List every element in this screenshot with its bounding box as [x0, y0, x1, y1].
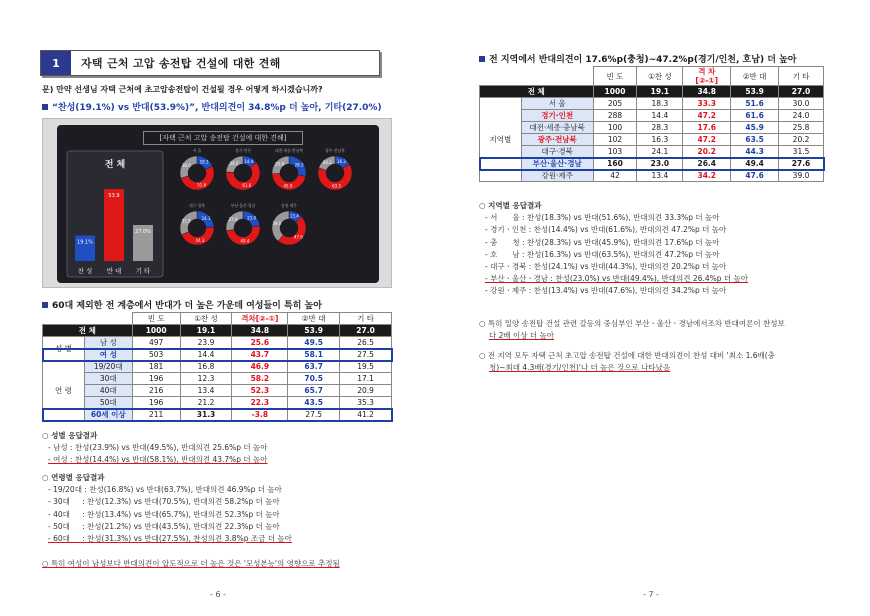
overall-note: ○ 전 지역 모두 자택 근처 초고압 송전탑 건설에 대한 반대의견이 찬성 대비 '최소 1.6배(충 청)~최대 4.3배(경기/인천)'나 더 높은 것으로 나타났음 — [479, 351, 775, 373]
donut-value-label: 61.6 — [242, 182, 252, 188]
chart-title: [자택 근처 고압 송전탑 건설에 대한 견해] — [143, 131, 303, 145]
table-row: 지역별 서 울 205 18.3 33.3 51.6 30.0 — [480, 98, 824, 110]
headline-region — [479, 52, 796, 65]
donut-value-label: 63.5 — [332, 183, 342, 189]
region-group-label: 지역별 — [480, 98, 522, 182]
headline-overall-text: “찬성(19.1%) vs 반대(53.9%)”, 반대의견이 34.8%p 더 높아, 기타(27.0%) — [52, 103, 382, 113]
donut-value-label: 28.3 — [294, 162, 304, 168]
header-frequency: 빈 도 — [132, 313, 180, 325]
donut-value-label: 39.0 — [272, 221, 282, 227]
donut-value-label: 49.4 — [240, 238, 250, 244]
page-number: - 7 - — [643, 590, 659, 599]
donut-value-label: 47.6 — [293, 234, 303, 240]
donut-value-label: 51.6 — [197, 182, 207, 188]
donut-title: 대구·경북 — [189, 203, 205, 208]
donut-value-label: 13.4 — [289, 213, 299, 219]
table-header-row — [43, 313, 392, 325]
table-row: 50대 196 21.2 22.3 43.5 35.3 — [43, 397, 392, 409]
chart-panel — [57, 125, 379, 283]
donut-value-label: 31.5 — [181, 218, 191, 224]
bar-value-label: 19.1% — [77, 239, 93, 246]
donut-value-label: 30.0 — [182, 162, 191, 168]
page-number: - 6 - — [210, 590, 226, 599]
section-title: 자택 근처 고압 송전탑 건설에 대한 견해 — [71, 51, 379, 75]
bar-value-label: 53.9 — [108, 193, 120, 200]
header-other: 기 타 — [779, 67, 824, 86]
donut-value-label: 27.6 — [228, 217, 238, 223]
table-row: 대전·세종·충남북 100 28.3 17.6 45.9 25.8 — [480, 122, 824, 134]
chart-figure — [42, 118, 392, 288]
bar-value-label: 27.0% — [135, 229, 151, 235]
chart-svg — [57, 125, 379, 283]
donut-value-label: 45.9 — [283, 183, 293, 189]
donut-value-label: 16.3 — [336, 159, 346, 165]
table-row: 광주·전남북 102 16.3 47.2 63.5 20.2 — [480, 134, 824, 146]
header-other: 기 타 — [340, 313, 392, 325]
total-label: 전 체 — [104, 160, 126, 170]
donut-value-label: 20.2 — [322, 160, 332, 166]
gender-notes: ○ 성별 응답결과 - 남성 : 찬성(23.9%) vs 반대(49.5%), 반대의견 25.6%p 더 높아 - 여성 : 찬성(14.4%) vs 반대(58.1%), 반대의견 43.7%p 더 높아 — [42, 431, 268, 465]
table-row: 60세 이상 211 31.3 -3.8 27.5 41.2 — [43, 409, 392, 421]
table-row: 40대 216 13.4 52.3 65.7 20.9 — [43, 385, 392, 397]
donut-title: 부산·울산·경남 — [230, 203, 256, 208]
headline-demographic-text: 60대 제외한 전 계층에서 반대가 더 높은 가운데 여성들이 특히 높아 — [52, 301, 322, 311]
header-oppose: ②반 대 — [288, 313, 340, 325]
donut-value-label: 23.0 — [247, 215, 257, 221]
age-group-label: 연 령 — [43, 361, 85, 421]
header-oppose: ②반 대 — [731, 67, 779, 86]
headline-region-text: 전 지역에서 반대의견이 17.6%p(충청)~47.2%p(경기/인천, 호남) 더 높아 — [489, 55, 797, 65]
special-note: ○ 특히 밀양 송전탑 건설 관련 갈등의 중심부인 부산ㆍ울산ㆍ경남에서조차 반대여론이 찬성보 다 2배 이상 더 높아 — [479, 319, 785, 341]
table-row: 30대 196 12.3 58.2 70.5 17.1 — [43, 373, 392, 385]
header-frequency: 빈 도 — [593, 67, 637, 86]
table-row: 여 성 503 14.4 43.7 58.1 27.5 — [43, 349, 392, 361]
table-row: 경기·인천 288 14.4 47.2 61.6 24.0 — [480, 110, 824, 122]
header-support: ①찬 성 — [180, 313, 232, 325]
total-row: 전 체 1000 19.1 34.8 53.9 27.0 — [43, 325, 392, 337]
section-heading — [40, 50, 380, 76]
final-note: ○ 특히 여성이 남성보다 반대의견이 압도적으로 더 높은 것은 '모성본능'의 영향으로 추정됨 — [42, 559, 340, 568]
donut-title: 경기·인천 — [235, 148, 251, 153]
bar-1 — [104, 189, 124, 261]
square-bullet-icon — [42, 302, 48, 308]
headline-demographic — [42, 298, 322, 311]
bar-category-label: 찬 성 — [77, 267, 93, 275]
right-page — [435, 0, 870, 616]
total-row: 전 체 1000 19.1 34.8 53.9 27.0 — [480, 86, 824, 98]
bar-category-label: 반 대 — [106, 267, 122, 275]
donut-title: 서 울 — [192, 148, 202, 153]
table-row: 부산·울산·경남 160 23.0 26.4 49.4 27.6 — [480, 158, 824, 170]
square-bullet-icon — [42, 104, 48, 110]
headline-overall — [42, 100, 382, 113]
donut-value-label: 25.8 — [275, 161, 285, 167]
square-bullet-icon — [479, 56, 485, 62]
demographic-table — [42, 312, 392, 421]
section-number: 1 — [41, 51, 71, 75]
table-header-row — [480, 67, 824, 86]
header-gap: 격차[②-①] — [232, 313, 288, 325]
header-support: ①찬 성 — [637, 67, 683, 86]
bar-category-label: 기 타 — [135, 267, 151, 275]
region-notes: ○ 지역별 응답결과 - 서 울 : 찬성(18.3%) vs 반대(51.6%), 반대의견 33.3%p 더 높아 - 경기ㆍ인천 : 찬성(14.4%) vs 반대(61.6%), 반대의견 47.2%p 더 높아 - 충 청 : 찬성(28.3%) vs 반대(45.9%), 반대의견 17.6%p 더 높아 - 호 남 : 찬성(16.3%) vs 반대(63.5%), 반대의견 47.2%p 더 높아 - 대구ㆍ경북 : 찬성(24.1%) vs 반대(44.3%), 반대의견 20.2%p 더 높아 - 부산ㆍ울산ㆍ경남 : 찬성(23.0%) vs 반대(49.4%), 반대의견 26.4%p 더 높아 - 강원ㆍ제주 : 찬성(13.4%) vs 반대(47.6%), 반대의견 34.2%p 더 높아 — [479, 201, 749, 296]
region-table — [479, 66, 824, 182]
table-row: 강원·제주 42 13.4 34.2 47.6 39.0 — [480, 170, 824, 182]
table-row: 성 별 남 성 497 23.9 25.6 49.5 26.5 — [43, 337, 392, 349]
donut-value-label: 24.0 — [229, 161, 239, 167]
donut-title: 대전·세종·충남북 — [274, 148, 304, 153]
donut-value-label: 18.3 — [199, 159, 209, 165]
gender-group-label: 성 별 — [43, 337, 85, 361]
age-notes: ○ 연령별 응답결과 - 19/20대 : 찬성(16.8%) vs 반대(63.7%), 반대의견 46.9%p 더 높아 - 30대 : 찬성(12.3%) vs 반대(70.5%), 반대의견 58.2%p 더 높아 - 40대 : 찬성(13.4%) vs 반대(65.7%), 반대의견 52.3%p 더 높아 - 50대 : 찬성(21.2%) vs 반대(43.5%), 반대의견 22.3%p 더 높아 - 60대 : 찬성(31.3%) vs 반대(27.5%), 찬성의견 3.8%p 조금 더 높아 — [42, 473, 292, 544]
donut-value-label: 24.1 — [201, 216, 211, 222]
table-row: 대구·경북 103 24.1 20.2 44.3 31.5 — [480, 146, 824, 158]
donut-title: 광주·전남북 — [325, 148, 345, 153]
donut-value-label: 44.3 — [195, 238, 205, 244]
donut-title: 강원·제주 — [281, 203, 297, 208]
donut-value-label: 14.4 — [244, 158, 254, 164]
table-row: 연 령 19/20대 181 16.8 46.9 63.7 19.5 — [43, 361, 392, 373]
header-gap: 격 차 [②-①] — [683, 67, 731, 86]
question-text: 문) 만약 선생님 자택 근처에 초고압송전탑이 건설될 경우 어떻게 하시겠습니까? — [42, 85, 323, 94]
